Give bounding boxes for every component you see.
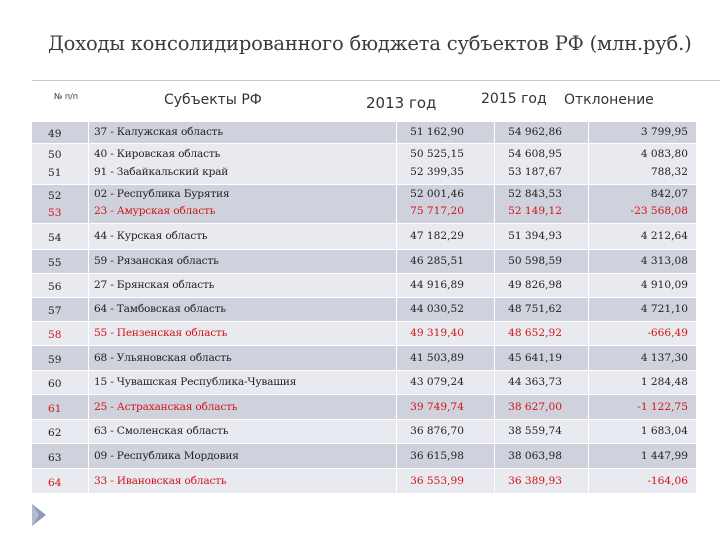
row-value-2015: 50 598,59 <box>508 255 562 267</box>
row-number: 63 <box>48 452 62 464</box>
row-number: 58 <box>48 329 62 341</box>
table-row-entry <box>32 250 696 273</box>
column-separator <box>88 122 89 494</box>
table-row <box>32 185 696 224</box>
row-value-2015: 52 149,12 <box>508 205 562 217</box>
row-number: 53 <box>48 207 62 219</box>
row-deviation: 3 799,95 <box>640 126 688 138</box>
row-number: 59 <box>48 354 62 366</box>
row-value-2015: 49 826,98 <box>508 279 562 291</box>
table-row-entry <box>32 420 696 443</box>
row-number: 61 <box>48 403 62 415</box>
table-row-entry <box>32 185 696 223</box>
row-subject-name: 09 - Республика Мордовия <box>94 450 239 462</box>
row-value-2013: 41 503,89 <box>410 352 464 364</box>
table-row-entry <box>32 298 696 321</box>
row-value-2013: 51 162,90 <box>410 126 464 138</box>
row-subject-name: 59 - Рязанская область <box>94 255 219 267</box>
row-value-2015: 44 363,73 <box>508 376 562 388</box>
row-value-2013: 36 876,70 <box>410 425 464 437</box>
budget-table <box>32 122 696 494</box>
table-row <box>32 224 696 250</box>
row-deviation: 4 721,10 <box>640 303 688 315</box>
row-number: 64 <box>48 477 62 489</box>
row-subject-name: 44 - Курская область <box>94 230 208 242</box>
table-row <box>32 144 696 185</box>
row-value-2013: 75 717,20 <box>410 205 464 217</box>
row-value-2015: 38 627,00 <box>508 401 562 413</box>
row-subject-name: 68 - Ульяновская область <box>94 352 232 364</box>
row-value-2015: 45 641,19 <box>508 352 562 364</box>
row-value-2015: 54 962,86 <box>508 126 562 138</box>
row-number: 54 <box>48 232 62 244</box>
title-divider <box>32 80 720 81</box>
row-value-2013: 52 399,35 <box>410 166 464 178</box>
row-number: 55 <box>48 257 62 269</box>
row-subject-name: 33 - Ивановская область <box>94 475 227 487</box>
table-row-entry <box>32 469 696 493</box>
row-subject-name: 55 - Пензенская область <box>94 327 228 339</box>
row-value-2013: 36 615,98 <box>410 450 464 462</box>
row-subject-name: 27 - Брянская область <box>94 279 215 291</box>
row-deviation: -164,06 <box>647 475 688 487</box>
table-row <box>32 298 696 322</box>
row-deviation: 1 683,04 <box>640 425 688 437</box>
table-row <box>32 395 696 420</box>
row-deviation: 4 313,08 <box>640 255 688 267</box>
table-row <box>32 322 696 346</box>
table-row-entry <box>32 322 696 345</box>
table-row <box>32 420 696 444</box>
row-number: 60 <box>48 378 62 390</box>
row-subject-name: 63 - Смоленская область <box>94 425 229 437</box>
table-row <box>32 469 696 494</box>
row-value-2013: 44 030,52 <box>410 303 464 315</box>
table-row <box>32 274 696 298</box>
row-value-2015: 48 652,92 <box>508 327 562 339</box>
table-row <box>32 444 696 469</box>
row-value-2013: 52 001,46 <box>410 188 464 200</box>
header-num: № п/п <box>54 92 79 101</box>
row-number: 50 <box>48 149 62 161</box>
row-number: 49 <box>48 128 62 140</box>
table-row-entry <box>32 144 696 184</box>
page-title: Доходы консолидированного бюджета субъектов РФ (млн.руб.) <box>48 32 692 55</box>
table-header <box>32 82 696 122</box>
row-value-2013: 36 553,99 <box>410 475 464 487</box>
row-value-2013: 39 749,74 <box>410 401 464 413</box>
row-deviation: -666,49 <box>647 327 688 339</box>
row-number: 56 <box>48 281 62 293</box>
table-row <box>32 346 696 371</box>
table-row-entry <box>32 346 696 370</box>
header-deviation: Отклонение <box>564 92 654 108</box>
row-value-2015: 52 843,53 <box>508 188 562 200</box>
row-subject-name: 37 - Калужская область <box>94 126 223 138</box>
row-deviation: 4 137,30 <box>640 352 688 364</box>
row-value-2015: 54 608,95 <box>508 148 562 160</box>
table-row <box>32 371 696 395</box>
column-separator <box>588 122 589 494</box>
row-subject-name: 64 - Тамбовская область <box>94 303 226 315</box>
column-separator <box>494 122 495 494</box>
row-deviation: 4 083,80 <box>640 148 688 160</box>
row-number: 57 <box>48 305 62 317</box>
row-subject-name: 91 - Забайкальский край <box>94 166 229 178</box>
row-value-2013: 50 525,15 <box>410 148 464 160</box>
row-deviation: 842,07 <box>650 188 688 200</box>
table-row <box>32 122 696 144</box>
row-value-2015: 36 389,93 <box>508 475 562 487</box>
row-value-2013: 46 285,51 <box>410 255 464 267</box>
header-year-2015: 2015 год <box>481 91 547 107</box>
row-subject-name: 25 - Астраханская область <box>94 401 238 413</box>
row-number: 62 <box>48 427 62 439</box>
table-row-entry <box>32 395 696 419</box>
row-number: 51 <box>48 167 62 179</box>
row-value-2015: 38 559,74 <box>508 425 562 437</box>
row-deviation: 4 910,09 <box>640 279 688 291</box>
row-value-2013: 44 916,89 <box>410 279 464 291</box>
row-subject-name: 23 - Амурская область <box>94 205 216 217</box>
row-value-2015: 51 394,93 <box>508 230 562 242</box>
table-row <box>32 250 696 274</box>
row-subject-name: 40 - Кировская область <box>94 148 221 160</box>
row-deviation: -23 568,08 <box>630 205 688 217</box>
row-deviation: -1 122,75 <box>637 401 688 413</box>
row-value-2013: 43 079,24 <box>410 376 464 388</box>
row-deviation: 1 284,48 <box>640 376 688 388</box>
row-value-2015: 38 063,98 <box>508 450 562 462</box>
table-row-entry <box>32 371 696 394</box>
row-subject-name: 15 - Чувашская Республика-Чувашия <box>94 376 297 388</box>
table-row-entry <box>32 224 696 249</box>
row-deviation: 788,32 <box>650 166 688 178</box>
table-row-entry <box>32 444 696 468</box>
row-subject-name: 02 - Республика Бурятия <box>94 188 230 200</box>
arrow-right-icon[interactable] <box>30 502 48 528</box>
column-separator <box>396 122 397 494</box>
header-subject: Субъекты РФ <box>164 92 262 108</box>
row-value-2013: 49 319,40 <box>410 327 464 339</box>
row-value-2013: 47 182,29 <box>410 230 464 242</box>
row-number: 52 <box>48 190 62 202</box>
row-deviation: 4 212,64 <box>640 230 688 242</box>
row-deviation: 1 447,99 <box>640 450 688 462</box>
table-row-entry <box>32 274 696 297</box>
row-value-2015: 48 751,62 <box>508 303 562 315</box>
row-value-2015: 53 187,67 <box>508 166 562 178</box>
table-row-entry <box>32 122 696 143</box>
header-year-2013: 2013 год <box>366 94 437 112</box>
